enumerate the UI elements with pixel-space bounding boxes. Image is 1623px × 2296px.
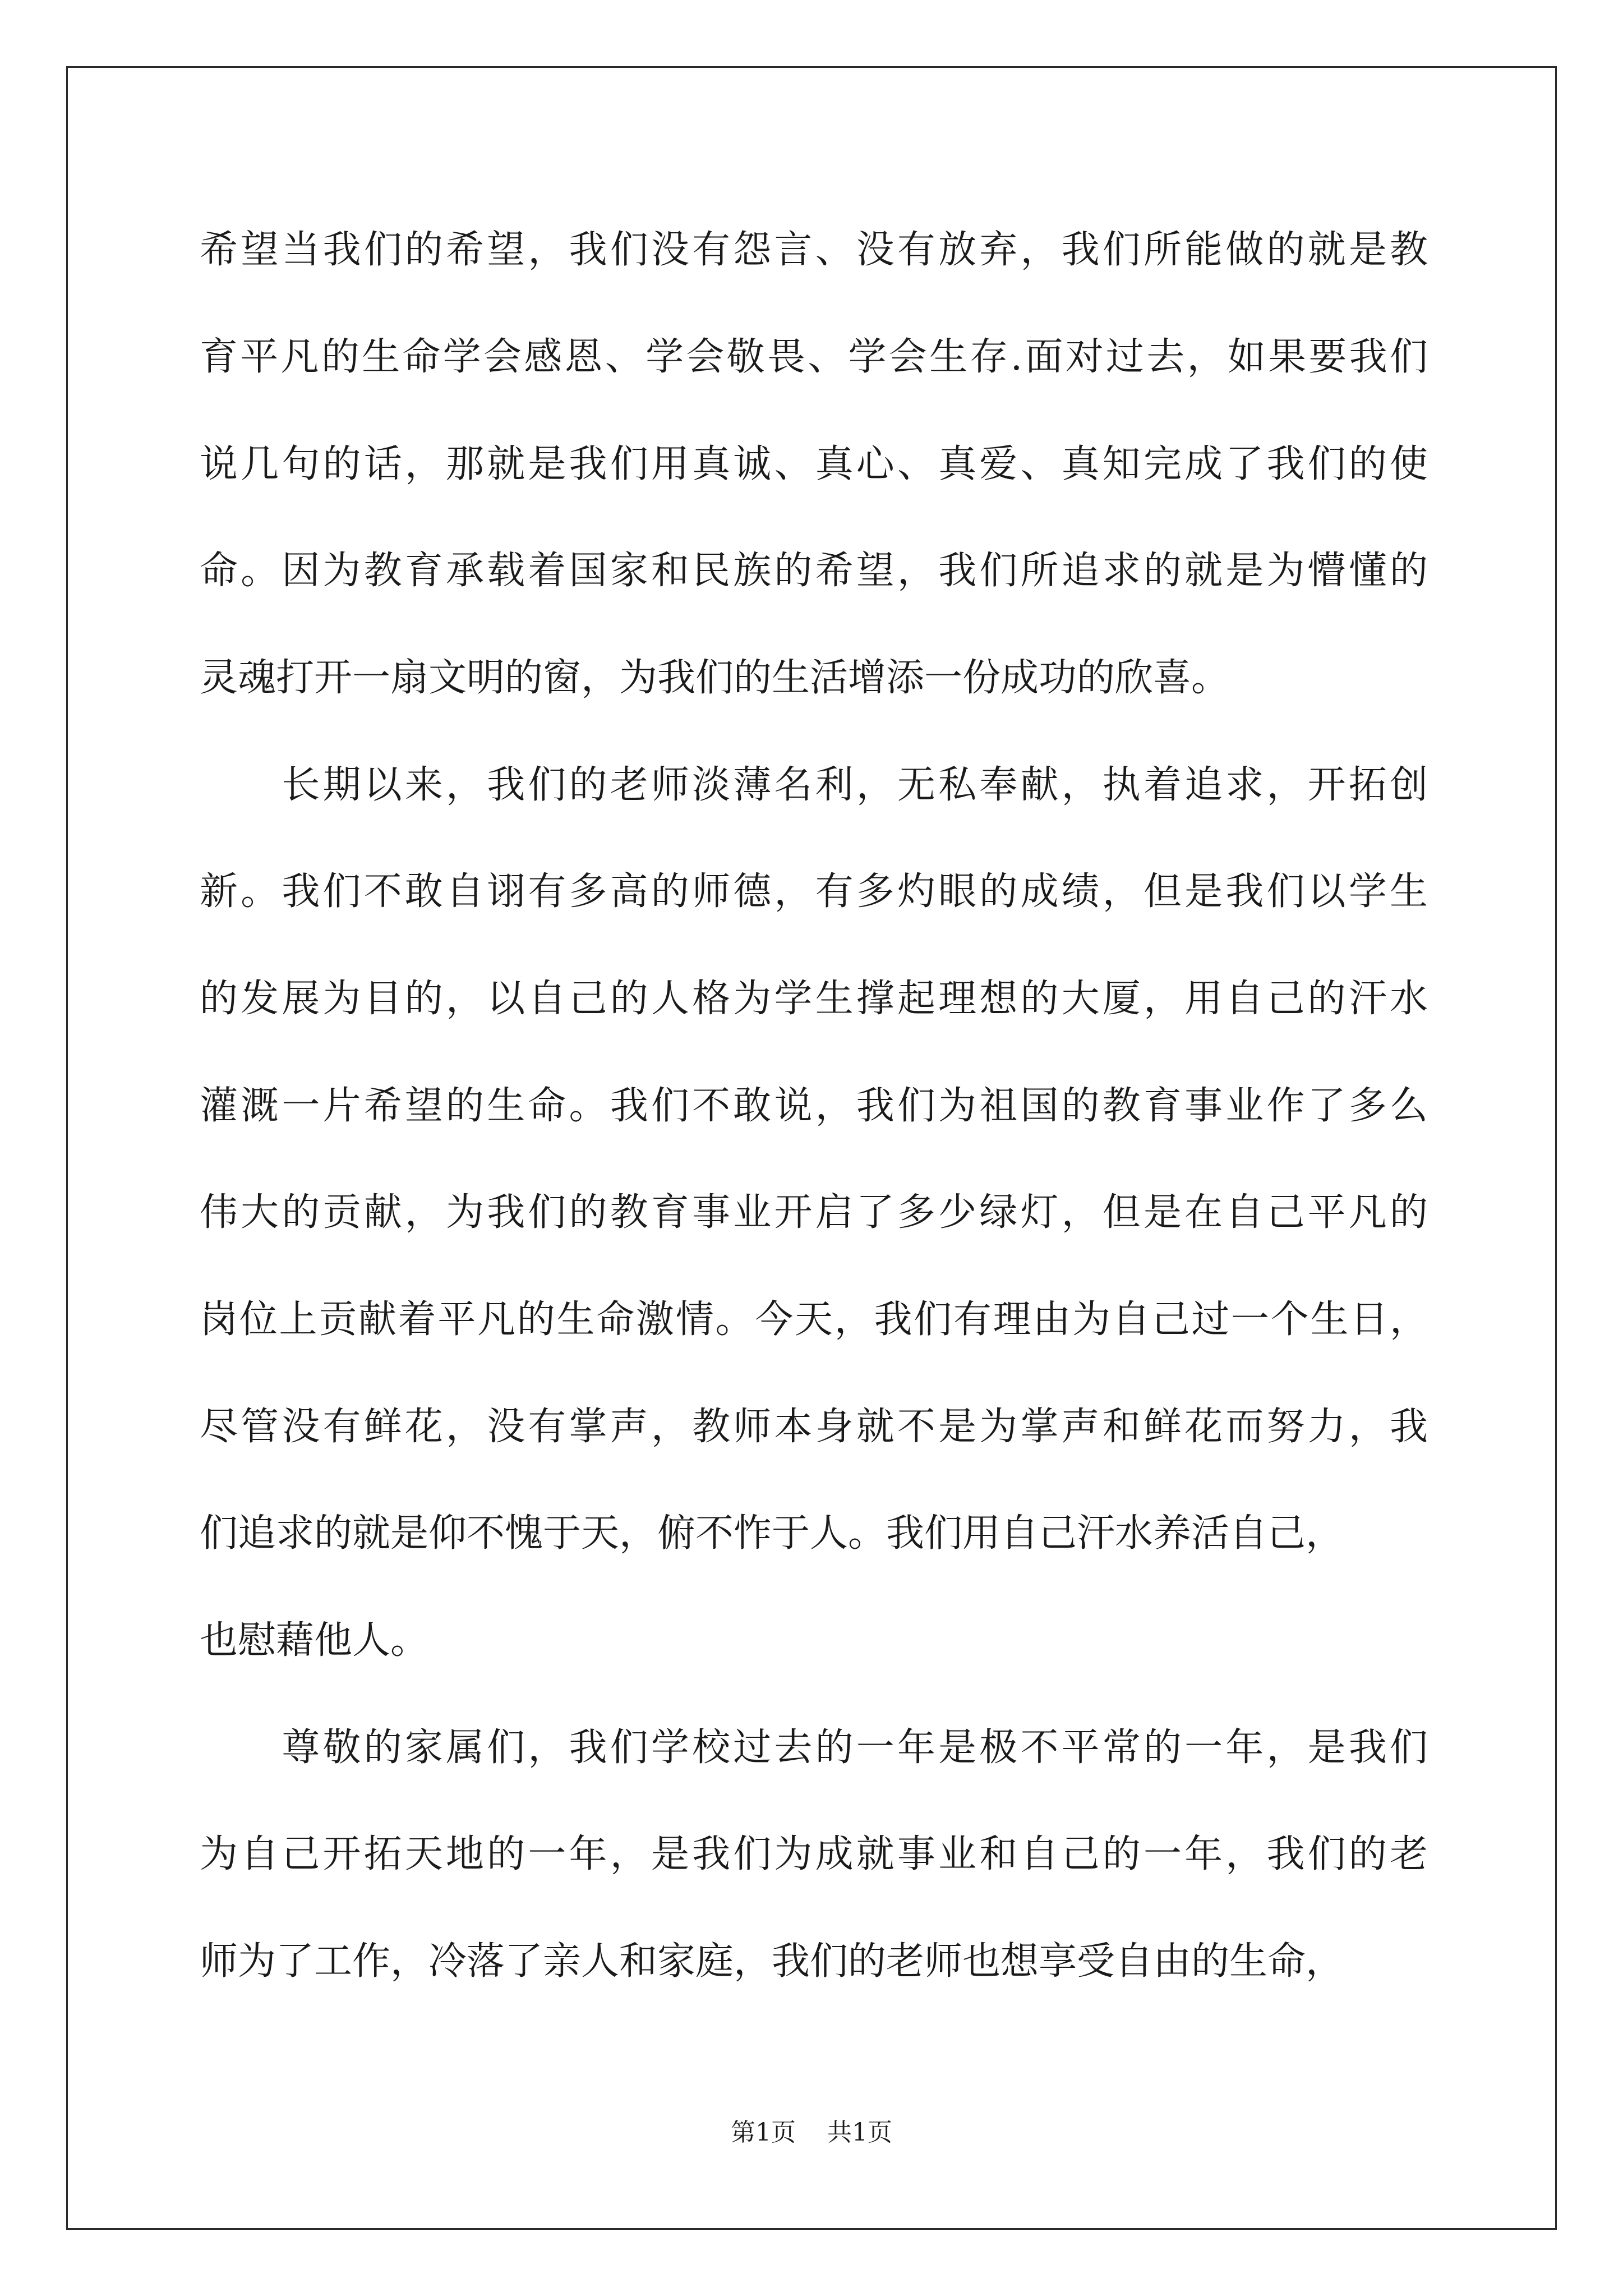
text-line: 伟大的贡献，为我们的教育事业开启了多少绿灯，但是在自己平凡的 [200,1190,1428,1235]
text-line: 希望当我们的希望，我们没有怨言、没有放弃，我们所能做的就是教 [200,228,1428,272]
text-line: 新。我们不敢自诩有多高的师德，有多灼眼的成绩，但是我们以学生 [200,869,1428,914]
text-line: 命。因为教育承载着国家和民族的希望，我们所追求的就是为懵懂的 [200,549,1428,593]
text-line: 们追求的就是仰不愧于天，俯不怍于人。我们用自己汗水养活自己， [200,1511,1344,1556]
text-line: 长期以来，我们的老师淡薄名利，无私奉献，执着追求，开拓创 [200,763,1428,807]
page-number: 第1页 [731,2118,796,2147]
page-total: 共1页 [827,2118,892,2147]
text-line: 为自己开拓天地的一年，是我们为成就事业和自己的一年，我们的老 [200,1832,1428,1876]
text-line: 的发展为目的，以自己的人格为学生撑起理想的大厦，用自己的汗水 [200,977,1428,1021]
text-line: 灌溉一片希望的生命。我们不敢说，我们为祖国的教育事业作了多么 [200,1084,1428,1128]
text-line: 说几句的话，那就是我们用真诚、真心、真爱、真知完成了我们的使 [200,442,1428,486]
page-footer [0,2116,1623,2150]
text-line: 也慰藉他人。 [200,1618,429,1663]
text-line: 岗位上贡献着平凡的生命激情。今天，我们有理由为自己过一个生日， [200,1297,1428,1342]
text-line: 育平凡的生命学会感恩、学会敬畏、学会生存.面对过去，如果要我们 [200,335,1428,379]
text-line: 尽管没有鲜花，没有掌声，教师本身就不是为掌声和鲜花而努力，我 [200,1405,1428,1449]
text-line: 尊敬的家属们，我们学校过去的一年是极不平常的一年，是我们 [200,1726,1428,1770]
text-line: 师为了工作，冷落了亲人和家庭，我们的老师也想享受自由的生命， [200,1939,1344,1984]
text-line: 灵魂打开一扇文明的窗，为我们的生活增添一份成功的欣喜。 [200,656,1230,700]
